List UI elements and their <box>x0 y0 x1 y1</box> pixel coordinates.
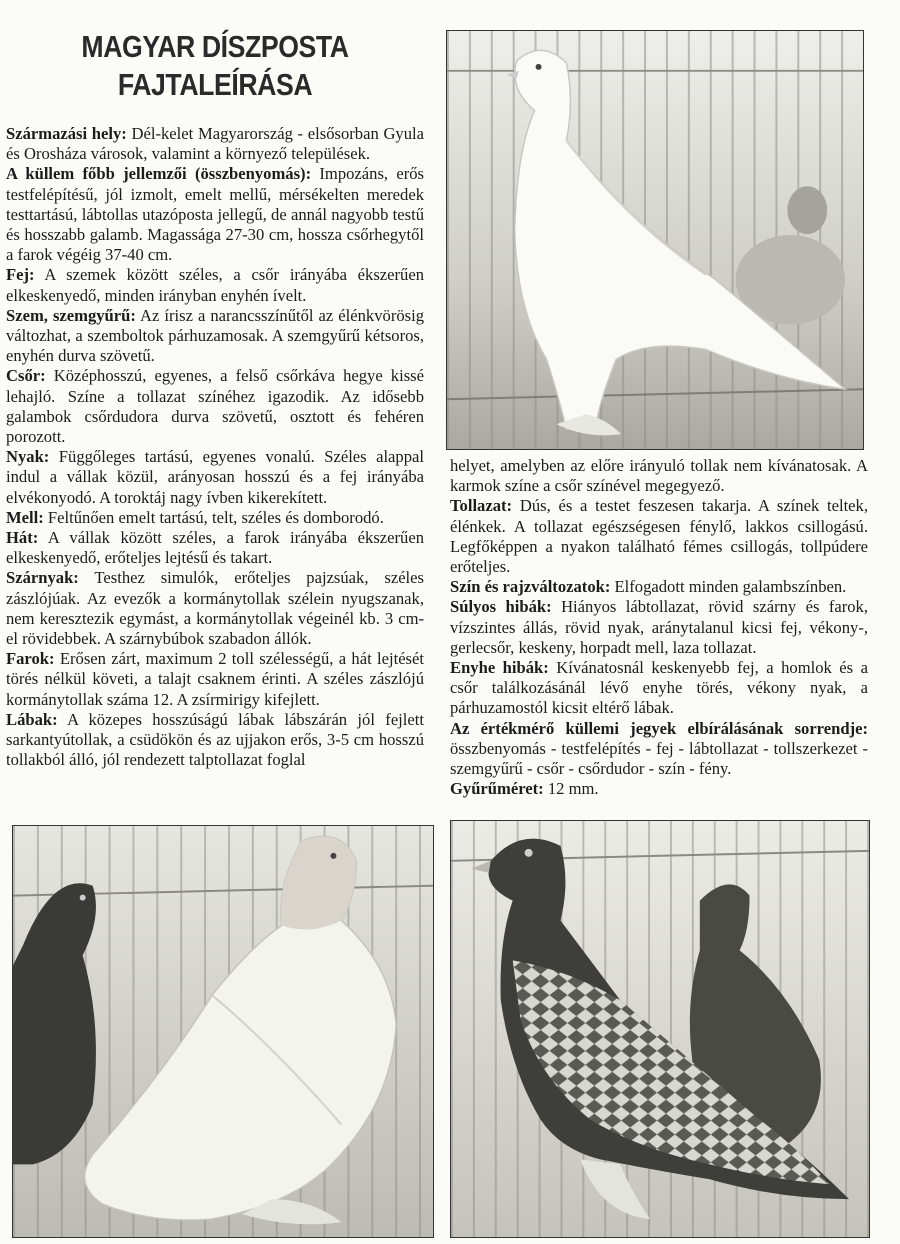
title-line-2: FAJTALEÍRÁSA <box>117 67 313 102</box>
section-label: Nyak: <box>6 447 50 467</box>
section-label: A küllem főbb jellemzői (összbenyomás): <box>6 164 312 184</box>
section-text: 12 mm. <box>543 779 599 799</box>
photo-checkered-pigeon <box>450 820 870 1238</box>
description-paragraph <box>6 508 424 528</box>
section-label: Lábak: <box>6 709 58 729</box>
description-paragraph <box>6 164 424 265</box>
section-text: Erősen zárt, maximum 2 toll szélességű, a hát lejtését törés nélkül követi, a talajt csaknem érinti. A széles zászlójú kormánytollak száma 12. A zsírmirigy kifejlett. <box>6 649 424 709</box>
section-text: Függőleges tartású, egyenes vonalú. Széles alappal indul a vállak közül, arányosan hosszú és a fej irányába elvékonyodó. A toroktáj nagy ívben kikerekített. <box>6 447 424 507</box>
section-text: Feltűnően emelt tartású, telt, széles és domborodó. <box>43 507 384 527</box>
description-paragraph <box>6 124 424 164</box>
section-text: A szemek között széles, a csőr irányába ékszerűen elkeskenyedő, minden irányban enyhén ívelt. <box>6 265 424 305</box>
description-paragraph <box>6 710 424 771</box>
description-paragraph <box>6 366 424 447</box>
description-paragraph <box>450 719 868 780</box>
description-paragraph <box>6 306 424 367</box>
section-label: Szín és rajzváltozatok: <box>450 577 611 597</box>
section-label: Farok: <box>6 649 55 669</box>
section-label: Csőr: <box>6 366 46 386</box>
section-label: Súlyos hibák: <box>450 597 552 617</box>
description-paragraph <box>6 265 424 305</box>
section-text: helyet, amelyben az előre irányuló tollak nem kívánatosak. A karmok színe a csőr színével megegyező. <box>450 456 868 496</box>
section-text: Az írisz a narancsszínűtől az élénkvörösig változhat, a szemboltok párhuzamosak. A szemgyűrű kétsoros, enyhén durva szövetű. <box>6 305 425 366</box>
description-paragraph <box>450 658 868 719</box>
left-text-column <box>6 124 424 771</box>
photo-white-pigeon-standing <box>446 30 864 450</box>
section-label: Tollazat: <box>450 496 513 516</box>
photo-light-pigeon-pair <box>12 825 434 1238</box>
title-line-1: MAGYAR DÍSZPOSTA <box>81 29 349 64</box>
description-paragraph <box>450 597 868 658</box>
description-paragraph <box>6 528 424 568</box>
section-text: Középhosszú, egyenes, a felső csőrkáva hegye kissé lehajló. Színe a tollazat színéhez igazodik. Az idősebb galambok csőrdudora durva szövetű, osztott és fehéren porozott. <box>6 366 424 447</box>
section-label: Mell: <box>6 507 44 527</box>
description-paragraph <box>6 447 424 508</box>
description-paragraph <box>450 779 868 799</box>
description-paragraph <box>450 577 868 597</box>
section-text: A közepes hosszúságú lábak lábszárán jól fejlett sarkantyútollak, a csüdökön és az ujjakon erős, 3-5 cm hosszú tollakból álló, jól rendezett talptollazat foglal <box>6 709 424 770</box>
section-text: Dél-kelet Magyarország - elsősorban Gyula és Orosháza városok, valamint a környező települések. <box>6 124 424 164</box>
section-label: Enyhe hibák: <box>450 658 549 678</box>
section-text: Impozáns, erős testfelépítésű, jól izmolt, emelt mellű, mérsékelten meredek testtartású, lábtollas utazóposta jellegű, de annál nagyobb testű és hosszabb galamb. Magassága 27-30 cm, hossza csőrhegytől a farok végéig 37-40 cm. <box>6 164 424 265</box>
section-label: Szem, szemgyűrű: <box>6 305 136 325</box>
description-paragraph <box>450 496 868 577</box>
section-text: Dús, és a testet feszesen takarja. A színek teltek, élénkek. A tollazat egészségesen fénylő, lakkos csillogású. Legfőképpen a nyakon található fémes csillogás, tollpúdere erőteljes. <box>450 496 868 577</box>
section-label: Származási hely: <box>6 124 127 143</box>
right-text-column <box>450 456 868 799</box>
section-label: Szárnyak: <box>6 568 79 588</box>
section-text: Hiányos lábtollazat, rövid szárny és farok, vízszintes állás, rövid nyak, aránytalanul kicsi fej, vékony-, gerlecsőr, keskeny, horpadt mell, laza tollazat. <box>450 597 868 657</box>
section-text: Kívánatosnál keskenyebb fej, a homlok és a csőr találkozásánál lévő enyhe törés, vékony nyak, a párhuzamostól kicsit eltérő lábak. <box>450 658 868 718</box>
section-label: Hát: <box>6 528 39 548</box>
section-text: Elfogadott minden galambszínben. <box>610 577 847 597</box>
section-text: Testhez simulók, erőteljes pajzsúak, széles zászlójúak. Az evezők a kormánytollak szélein nyugszanak, nem keresztezik egymást, a kormánytollak végeinél kb. 3 cm-el rövidebbek. A szárnybúbok szabadon állók. <box>6 568 424 649</box>
page-title <box>56 28 374 104</box>
section-label: Gyűrűméret: <box>450 779 544 799</box>
section-label: Fej: <box>6 265 35 285</box>
description-paragraph <box>6 649 424 710</box>
section-text: A vállak között széles, a farok irányába ékszerűen elkeskenyedő, erőteljes lejtésű és takart. <box>6 528 424 568</box>
description-paragraph <box>450 456 868 496</box>
section-label: Az értékmérő küllemi jegyek elbírálásának sorrendje: <box>450 718 868 738</box>
section-text: összbenyomás - testfelépítés - fej - lábtollazat - tollszerkezet - szemgyűrű - csőr - csőrdudor - szín - fény. <box>450 738 868 779</box>
description-paragraph <box>6 568 424 649</box>
